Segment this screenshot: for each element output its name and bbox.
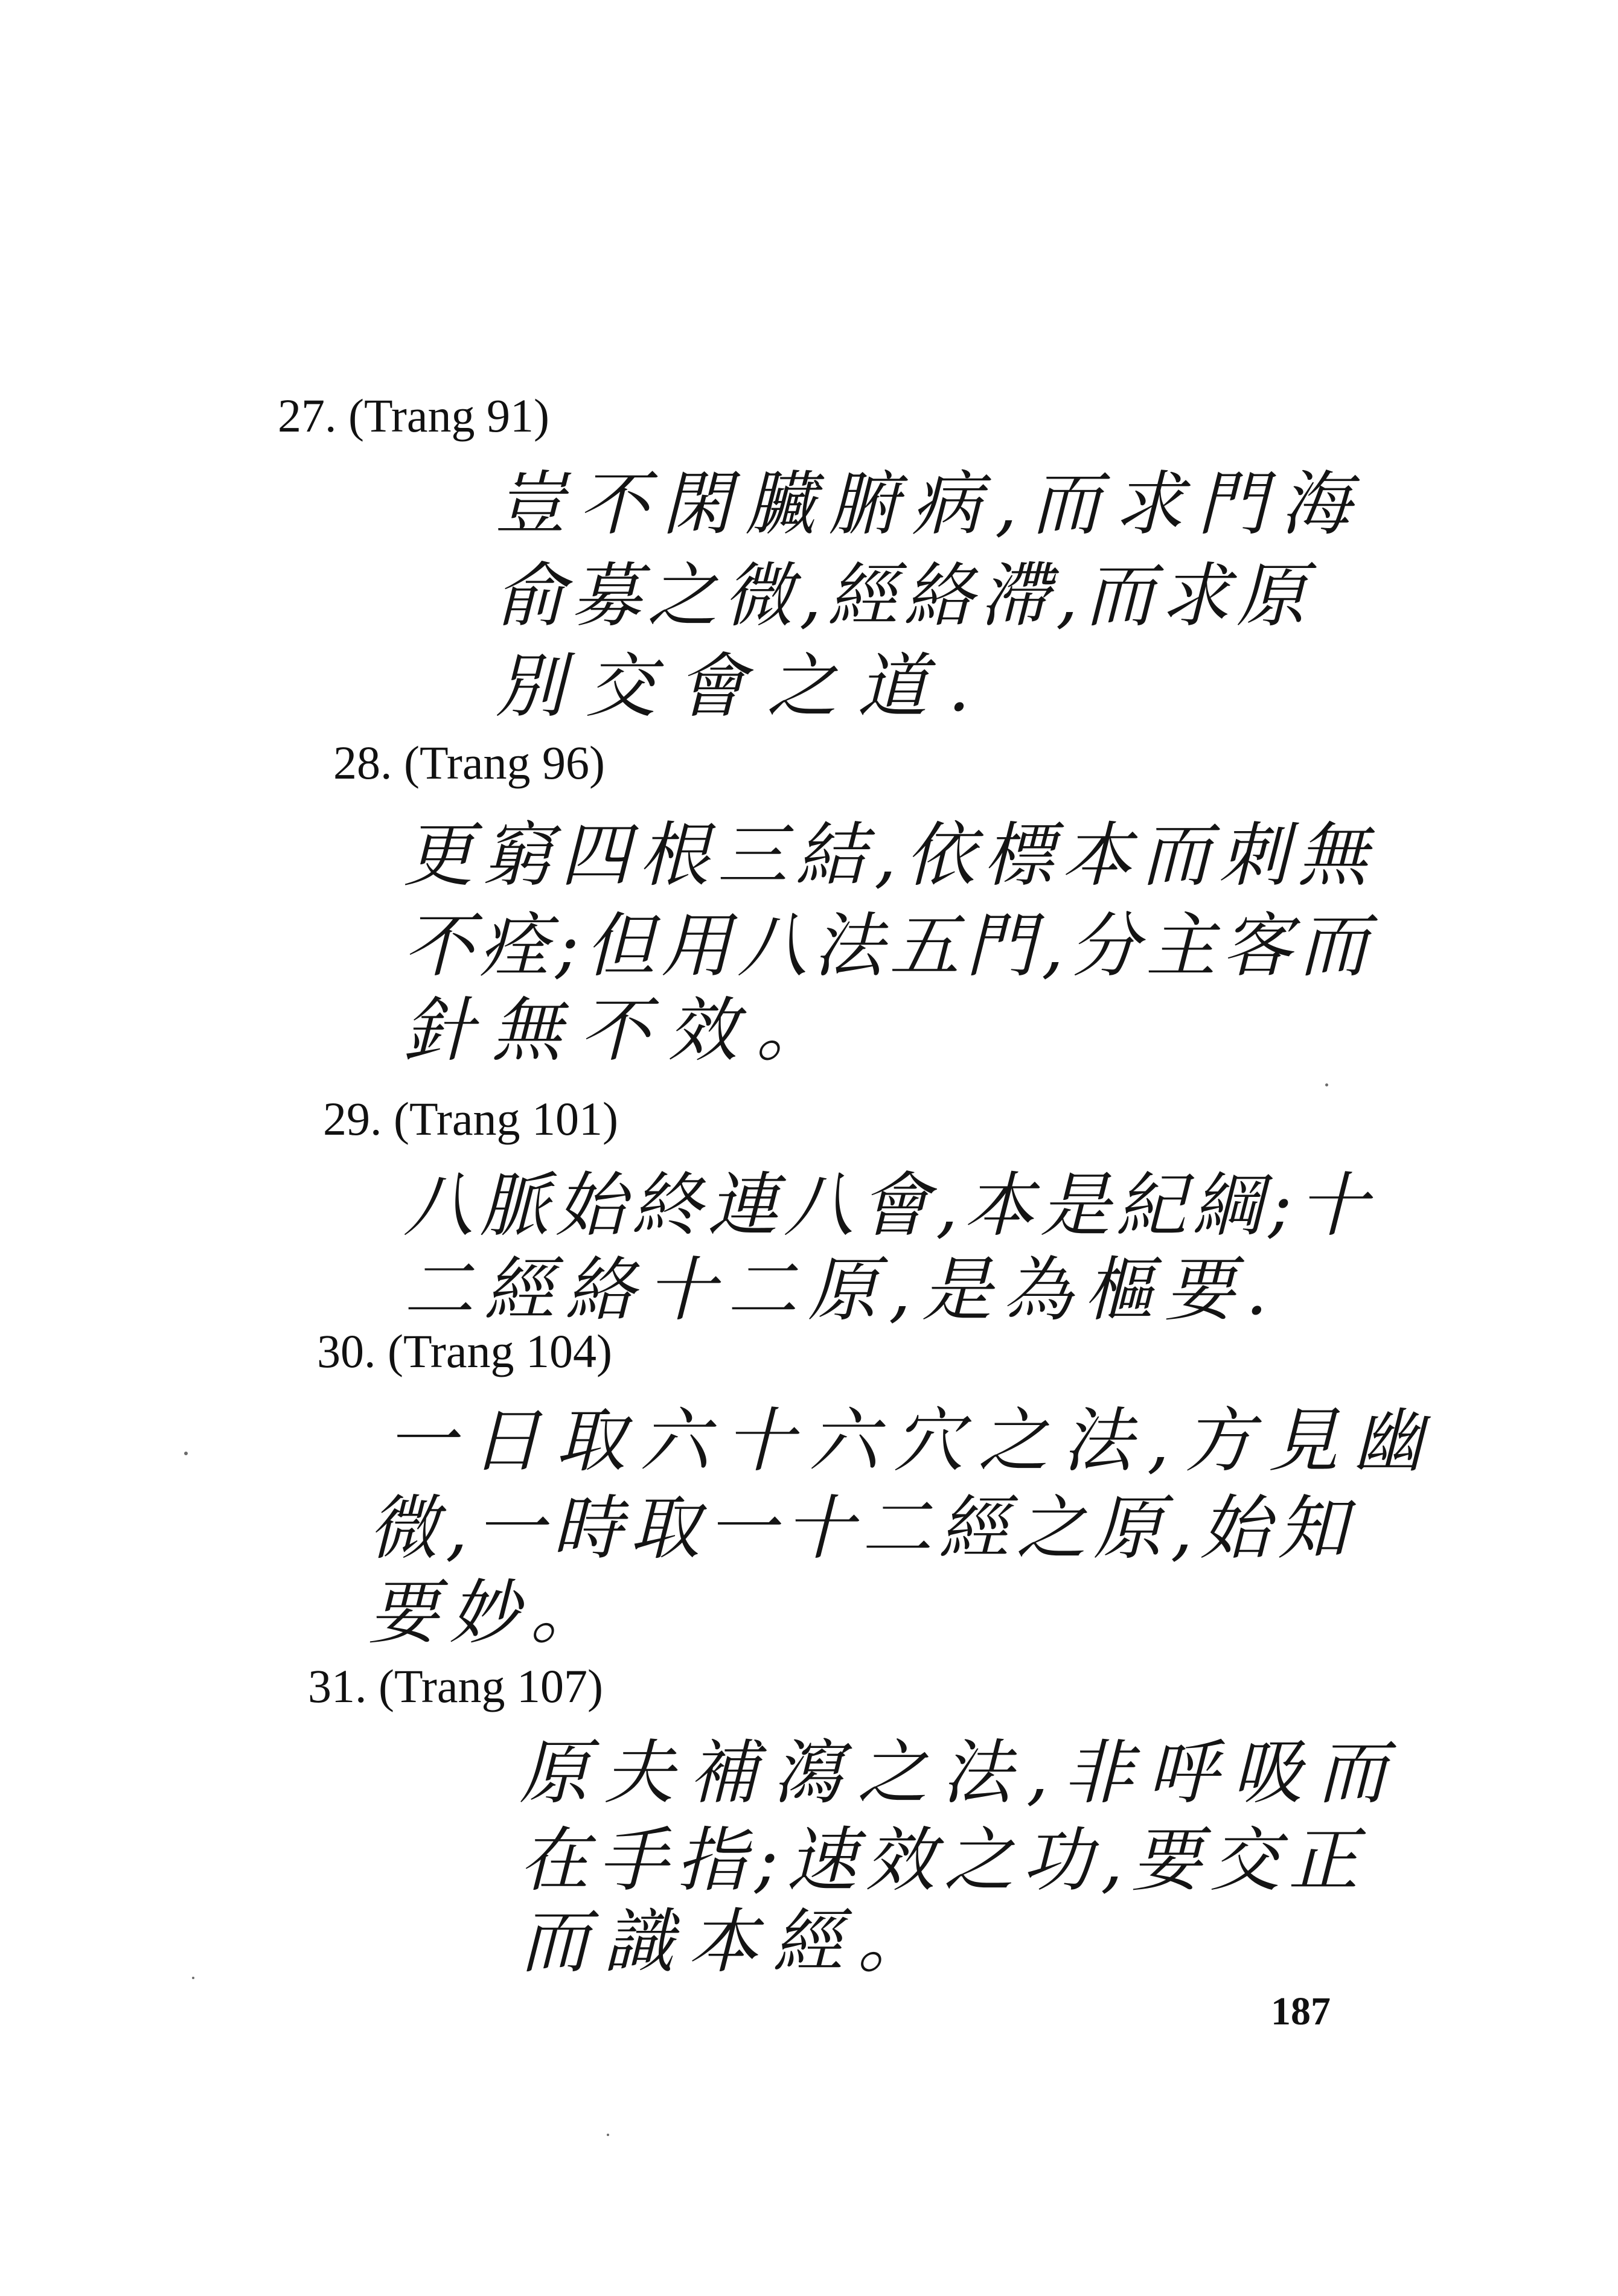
entry-heading: 31. (Trang 107) (308, 1660, 603, 1712)
hanzi-line: 俞募之微,經絡滯,而求原 (495, 555, 1313, 637)
hanzi-line: 不痊;但用八法五門,分主客而 (403, 905, 1374, 987)
entry-heading: 29. (Trang 101) (323, 1092, 618, 1145)
hanzi-line: 而識本經。 (519, 1901, 942, 1983)
scan-speck (607, 2134, 609, 2136)
hanzi-line: 二經絡十二原,是為樞要. (403, 1249, 1279, 1331)
hanzi-line: 八脈始終連八會,本是紀綱;十 (403, 1165, 1374, 1246)
scan-speck (1325, 1083, 1328, 1086)
hanzi-line: 一日取六十六穴之法,方見幽 (386, 1400, 1437, 1482)
hanzi-line: 別交會之道. (495, 646, 991, 727)
hanzi-line: 針無不效。 (403, 990, 844, 1071)
hanzi-line: 更窮四根三結,依標本而刺無 (403, 815, 1376, 896)
hanzi-line: 豈不閑臟腑病,而求門海 (495, 464, 1364, 545)
hanzi-line: 在手指;速效之功,要交正 (519, 1820, 1367, 1901)
entry-heading: 30. (Trang 104) (317, 1325, 612, 1377)
hanzi-line: 原夫補瀉之法,非呼吸而 (519, 1732, 1401, 1814)
hanzi-line: 微,一時取一十二經之原,始知 (368, 1488, 1355, 1569)
scan-speck (184, 1452, 188, 1455)
entry-heading: 28. (Trang 96) (333, 736, 605, 789)
scan-speck (192, 1977, 194, 1979)
hanzi-line: 要妙。 (368, 1572, 611, 1654)
page-number: 187 (1271, 1989, 1331, 2033)
entry-heading: 27. (Trang 91) (278, 389, 549, 442)
